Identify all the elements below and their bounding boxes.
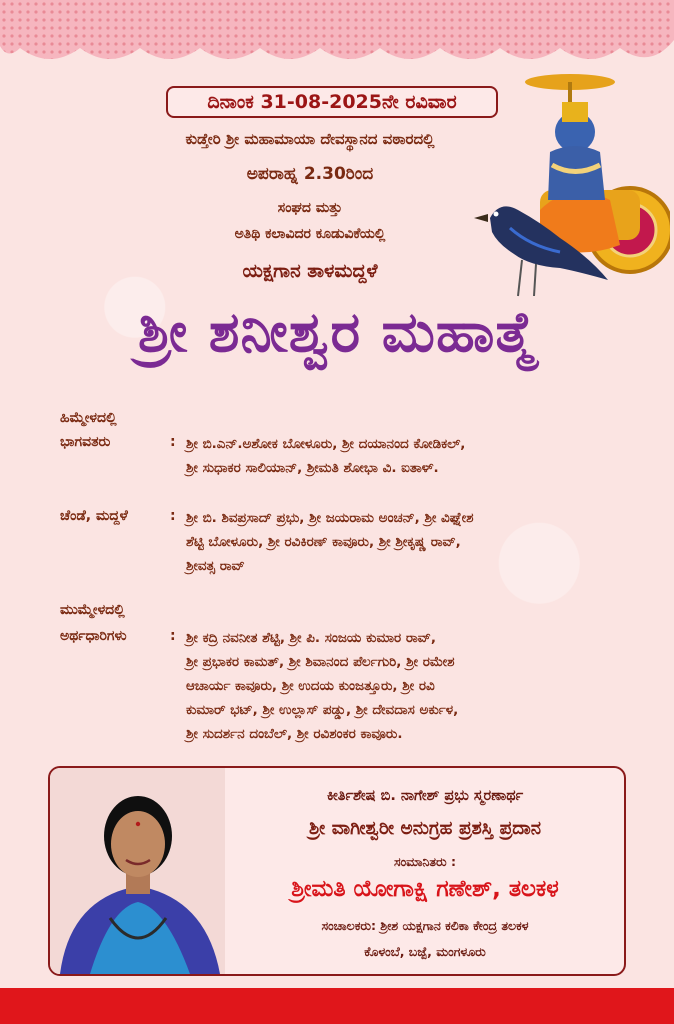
- org-line-2: ಅತಿಥಿ ಕಲಾವಿದರ ಕೂಡುವಿಕೆಯಲ್ಲಿ: [234, 226, 386, 242]
- honoree-photo: [50, 768, 225, 974]
- bhagavataru-colon: :: [170, 434, 176, 450]
- award-name: ಶ್ರೀ ವಾಗೀಶ್ವರೀ ಅನುಗ್ರಹ ಪ್ರಶಸ್ತಿ ಪ್ರದಾನ: [308, 818, 542, 839]
- time-text: ಅಪರಾಹ್ನ 2.30ರಿಂದ: [246, 164, 374, 184]
- artha-line-3: ಆಚಾರ್ಯ ಕಾವೂರು, ಶ್ರೀ ಉದಯ ಕುಂಜತ್ತೂರು, ಶ್ರೀ ರವಿ: [186, 678, 435, 694]
- mummela-heading: ಮುಮ್ಮೇಳದಲ್ಲಿ: [60, 602, 125, 618]
- honoree-label: ಸಂಮಾನಿತರು :: [394, 854, 456, 869]
- honoree-desc-line-1: ಸಂಚಾಲಕರು: ಶ್ರೀಶ ಯಕ್ಷಗಾನ ಕಲಿಕಾ ಕೇಂದ್ರ ತಲಕಳ: [321, 918, 529, 933]
- bhagavataru-names: [186, 432, 626, 480]
- artha-names: [186, 626, 626, 746]
- chende-line-2: ಶೆಟ್ಟಿ ಬೋಳೂರು, ಶ್ರೀ ರವಿಕಿರಣ್ ಕಾವೂರು, ಶ್ರೀ ಶ್ರೀಕೃಷ್ಣ ರಾವ್,: [186, 534, 461, 550]
- honoree-desc-line-2: ಕೊಳಂಬೆ, ಬಜ್ಪೆ, ಮಂಗಳೂರು: [364, 944, 486, 959]
- bhagavataru-line-1: ಶ್ರೀ ಬಿ.ಎನ್.ಅಶೋಕ ಬೋಳೂರು, ಶ್ರೀ ದಯಾನಂದ ಕೋಡಿಕಲ್,: [186, 436, 466, 452]
- main-title: ಶ್ರೀ ಶನೀಶ್ವರ ಮಹಾತ್ಮೆ: [138, 300, 536, 365]
- chende-line-1: ಶ್ರೀ ಬಿ. ಶಿವಪ್ರಸಾದ್ ಪ್ರಭು, ಶ್ರೀ ಜಯರಾಮ ಅಂಚನ್, ಶ್ರೀ ವಿಘ್ನೇಶ: [186, 510, 474, 526]
- chende-label: ಚೆಂಡೆ, ಮದ್ದಳೆ: [60, 508, 128, 524]
- memorial-text: ಕೀರ್ತಿಶೇಷ ಬಿ. ನಾಗೇಶ್ ಪ್ರಭು ಸ್ಮರಣಾರ್ಥ: [326, 788, 524, 804]
- artha-line-4: ಕುಮಾರ್ ಭಟ್, ಶ್ರೀ ಉಲ್ಲಾಸ್ ಪಡ್ಡು, ಶ್ರೀ ದೇವದಾಸ ಅರ್ಕುಳ,: [186, 702, 459, 718]
- artha-line-5: ಶ್ರೀ ಸುದರ್ಶನ ದಂಬೆಲ್, ಶ್ರೀ ರವಿಶಂಕರ ಕಾವೂರು.: [186, 726, 403, 742]
- artha-line-1: ಶ್ರೀ ಕದ್ರಿ ನವನೀತ ಶೆಟ್ಟಿ, ಶ್ರೀ ಪಿ. ಸಂಜಯ ಕುಮಾರ ರಾವ್,: [186, 630, 436, 646]
- chende-colon: :: [170, 508, 176, 524]
- bottom-bar: [0, 988, 674, 1024]
- event-type: ಯಕ್ಷಗಾನ ತಾಳಮದ್ದಳೆ: [242, 260, 378, 282]
- chende-names: [186, 506, 626, 578]
- artha-colon: :: [170, 628, 176, 644]
- lace-border-decoration: [0, 0, 674, 70]
- artha-line-2: ಶ್ರೀ ಪ್ರಭಾಕರ ಕಾಮತ್, ಶ್ರೀ ಶಿವಾನಂದ ಪೆರ್ಲಗುರಿ, ಶ್ರೀ ರಮೇಶ: [186, 654, 455, 670]
- honoree-name: ಶ್ರೀಮತಿ ಯೋಗಾಕ್ಷಿ ಗಣೇಶ್, ತಲಕಳ: [291, 876, 559, 902]
- chende-line-3: ಶ್ರೀವತ್ಸ ರಾವ್: [186, 558, 245, 574]
- venue-text: ಕುಡ್ತೇರಿ ಶ್ರೀ ಮಹಾಮಾಯಾ ದೇವಸ್ಥಾನದ ವಠಾರದಲ್ಲಿ: [185, 130, 435, 148]
- date-banner: [166, 86, 498, 118]
- award-box: [48, 766, 626, 976]
- himmela-heading: ಹಿಮ್ಮೇಳದಲ್ಲಿ: [60, 410, 117, 426]
- org-line-1: ಸಂಘದ ಮತ್ತು: [277, 200, 343, 216]
- date-text: ದಿನಾಂಕ 31-08-2025ನೇ ರವಿವಾರ: [207, 91, 457, 113]
- artha-label: ಅರ್ಥಧಾರಿಗಳು: [60, 628, 127, 644]
- bhagavataru-line-2: ಶ್ರೀ ಸುಧಾಕರ ಸಾಲಿಯಾನ್, ಶ್ರೀಮತಿ ಶೋಭಾ ವಿ. ಐತಾಳ್.: [186, 460, 439, 476]
- bhagavataru-label: ಭಾಗವತರು: [60, 434, 111, 450]
